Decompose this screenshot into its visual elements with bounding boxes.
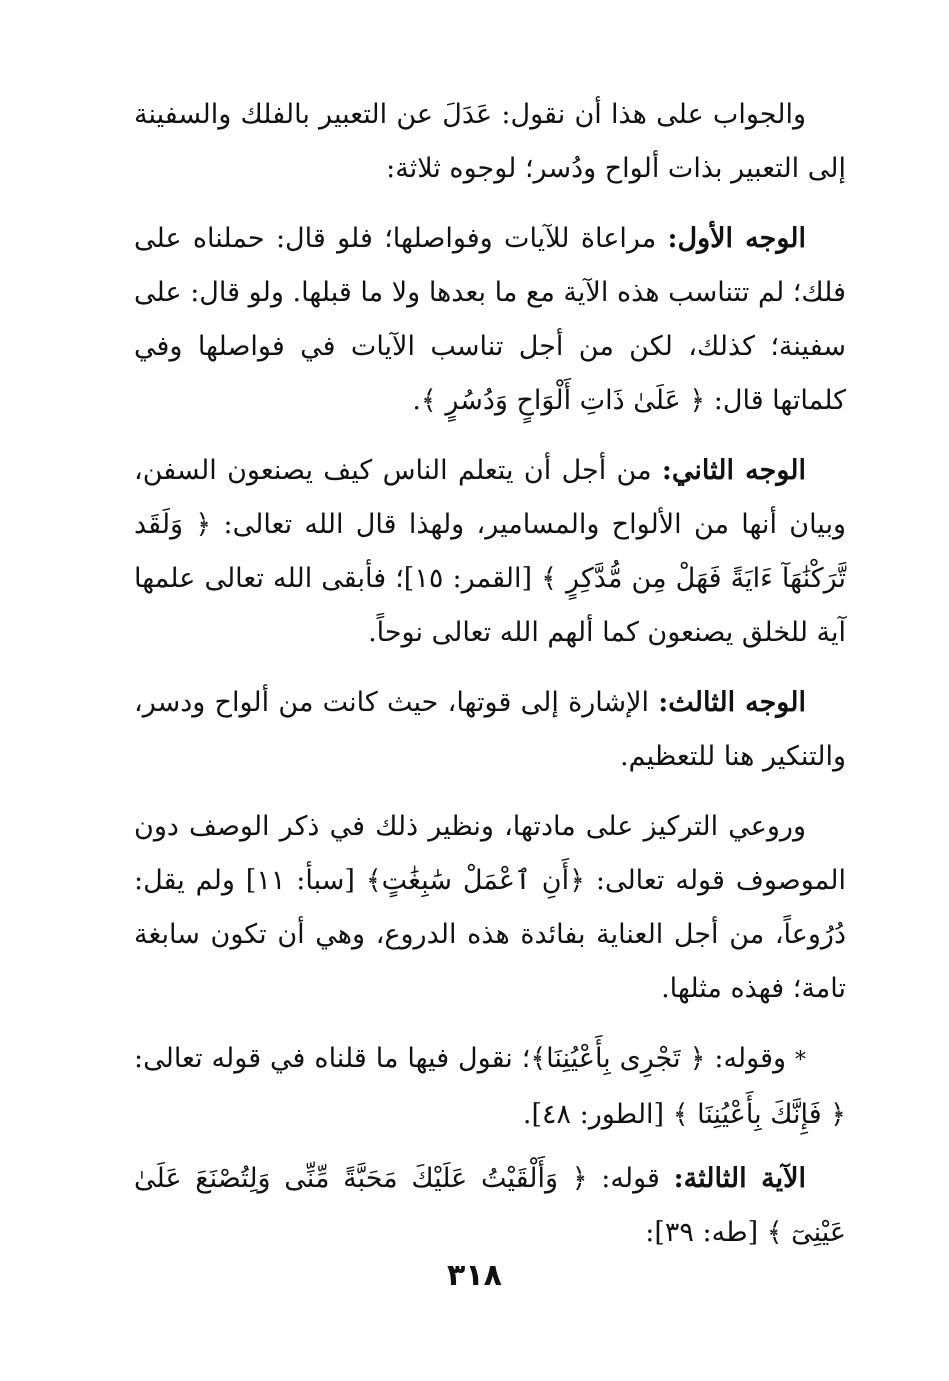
paragraph-text: . <box>412 385 421 416</box>
paragraph-text: [طه: ٣٩]: <box>645 1217 767 1248</box>
paragraph-text: [القمر: ١٥]؛ فأبقى الله تعالى علمها آية للخلق يصنعون كما ألهم الله تعالى نوحاً. <box>134 563 846 648</box>
paragraph-text: مراعاة للآيات وفواصلها؛ فلو قال: حملناه على فلك؛ لم تتناسب هذه الآية مع ما بعدها ولا ما قبلها. ولو قال: على سفينة؛ كذلك، لكن من أجل تناسب الآيات في فواصلها وفي كلماتها قال: <box>134 223 846 416</box>
quran-verse: ﴿ تَجْرِى بِأَعْيُنِنَا﴾ <box>530 1043 706 1074</box>
quran-verse: ﴿ وَأَلْقَيْتُ عَلَيْكَ مَحَبَّةً مِّنِّى وَلِتُصْنَعَ عَلَىٰ عَيْنِىٓ ﴾ <box>134 1163 846 1248</box>
quran-verse: ﴿ فَإِنَّكَ بِأَعْيُنِنَا ﴾ <box>672 1099 846 1130</box>
paragraph-third-verse <box>134 1152 846 1260</box>
page-body <box>134 88 846 1276</box>
quran-verse: ﴿ عَلَىٰ ذَاتِ أَلْوَاحٍ وَدُسُرٍ ﴾ <box>420 385 706 416</box>
page-number: ٣١٨ <box>447 1258 502 1293</box>
section-heading: الوجه الثالث: <box>658 687 806 718</box>
paragraph-text: [سبأ: ١١] ولم يقل: دُرُوعاً، من أجل العناية بفائدة هذه الدروع، وهي أن تكون سابغة تامة؛ فهذه مثلها. <box>134 865 846 1004</box>
paragraph-answer <box>134 88 846 196</box>
paragraph-text: من أجل أن يتعلم الناس كيف يصنعون السفن، وبيان أنها من الألواح والمسامير، ولهذا قال الله تعالى: <box>134 455 846 540</box>
quran-verse: ﴿ وَلَقَد تَّرَكْنَٰهَآ ءَايَةً فَهَلْ مِن مُّدَّكِرٍ ﴾ <box>134 509 846 594</box>
paragraph-first-aspect <box>134 212 846 428</box>
section-heading: الوجه الثاني: <box>661 455 806 486</box>
paragraph-text: [الطور: ٤٨]. <box>522 1099 673 1130</box>
paragraph-text: والجواب على هذا أن نقول: عَدَلَ عن التعبير بالفلك والسفينة إلى التعبير بذات ألواح ودُسر؛ لوجوه ثلاثة: <box>134 99 846 184</box>
paragraph-text: قوله: <box>587 1163 674 1194</box>
paragraph-text: وروعي التركيز على مادتها، ونظير ذلك في ذكر الوصف دون الموصوف قوله تعالى: <box>134 811 846 896</box>
quran-verse: ﴿أَنِ ٱعْمَلْ سَٰبِغَٰتٍ﴾ <box>365 865 585 896</box>
paragraph-text: وقوله: <box>705 1043 795 1074</box>
section-heading: الآية الثالثة: <box>673 1163 806 1194</box>
paragraph-text: ؛ نقول فيها ما قلناه في قوله تعالى: <box>134 1043 531 1074</box>
section-heading: الوجه الأول: <box>667 223 806 254</box>
paragraph-text: الإشارة إلى قوتها، حيث كانت من ألواح ودسر، والتنكير هنا للتعظيم. <box>134 687 846 772</box>
paragraph-third-aspect <box>134 676 846 784</box>
paragraph-second-aspect <box>134 444 846 660</box>
paragraph-material-focus <box>134 800 846 1016</box>
asterisk-marker: * <box>795 1048 806 1073</box>
paragraph-by-our-eyes <box>134 1032 846 1142</box>
